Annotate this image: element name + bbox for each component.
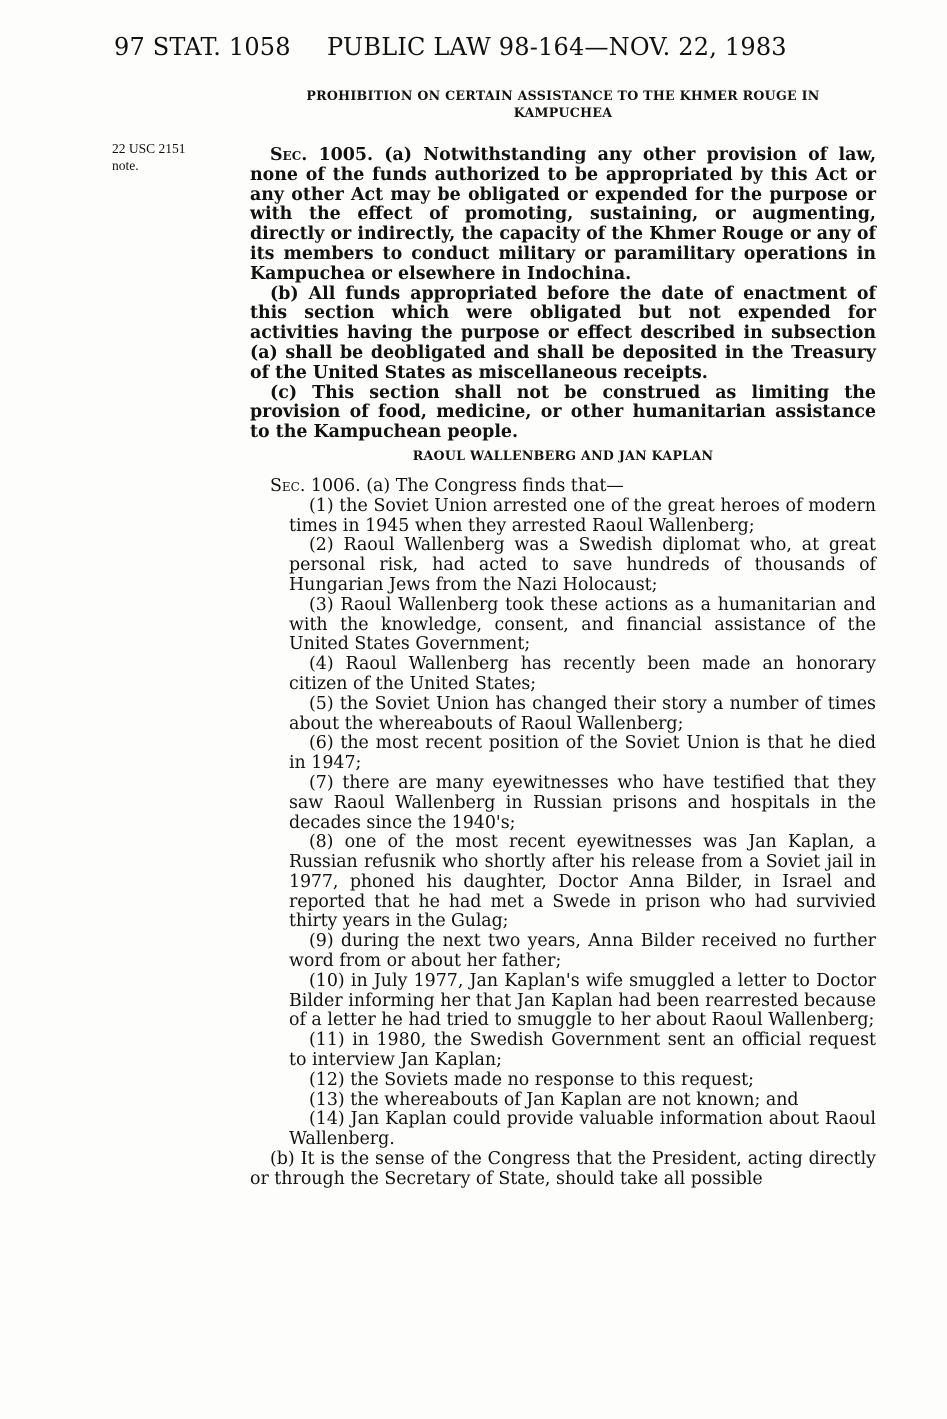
finding-item: (7) there are many eyewitnesses who have testified that they saw Raoul Wallenberg in Russian prisons and hospitals in the decades since the 1940's; xyxy=(289,772,876,833)
margin-citation xyxy=(112,140,222,174)
section-1005-label: Sec. xyxy=(270,145,308,165)
statute-body xyxy=(250,87,876,1190)
finding-item: (4) Raoul Wallenberg has recently been made an honorary citizen of the United States; xyxy=(289,654,876,694)
section-1005-heading: PROHIBITION ON CERTAIN ASSISTANCE TO THE KHMER ROUGE IN KAMPUCHEA xyxy=(306,88,820,120)
finding-item: (8) one of the most recent eyewitnesses was Jan Kaplan, a Russian refusnik who shortly after his release from a Soviet jail in 1977, phoned his daughter, Doctor Anna Bilder, in Israel and reported that he had met a Swede in prison who had survivied thirty years in the Gulag; xyxy=(289,832,876,932)
section-1005-a-text: 1005. (a) Notwithstanding any other provision of law, none of the funds authorized to be appropriated by this Act or any other Act may be obligated or expended for the purpose or with the effect of promoting, sustaining, or augmenting, directly or indirectly, the capacity of the Khmer Rouge or any of its members to conduct military or paramilitary operations in Kampuchea or elsewhere in Indochina. xyxy=(250,145,876,284)
section-1006-intro xyxy=(250,477,876,497)
section-1006-subsection-b: (b) It is the sense of the Congress that the President, acting directly or through the Secretary of State, should take all possible xyxy=(250,1149,876,1189)
finding-item: (3) Raoul Wallenberg took these actions as a humanitarian and with the knowledge, consent, and financial assistance of the United States Government; xyxy=(289,594,876,655)
running-header xyxy=(0,33,947,67)
section-1005-subsection-c: (c) This section shall not be construed as limiting the provision of food, medicine, or other humanitarian assistance to the Kampuchean people. xyxy=(250,382,876,443)
finding-item: (12) the Soviets made no response to this request; xyxy=(309,1069,755,1090)
margin-citation-note: note. xyxy=(112,158,139,173)
finding-item: (11) in 1980, the Swedish Government sent an official request to interview Jan Kaplan; xyxy=(289,1030,876,1071)
finding-item: (14) Jan Kaplan could provide valuable information about Raoul Wallenberg. xyxy=(289,1109,876,1150)
finding-item: (13) the whereabouts of Jan Kaplan are not known; and xyxy=(309,1089,799,1110)
statute-citation: 97 STAT. 1058 xyxy=(114,33,291,61)
margin-citation-code: 22 USC 2151 xyxy=(112,141,186,156)
section-1005-subsection-a xyxy=(250,146,876,285)
section-1006-intro-text: 1006. (a) The Congress finds that— xyxy=(305,475,624,496)
finding-item: (9) during the next two years, Anna Bilder received no further word from or about her father; xyxy=(289,931,876,972)
finding-item: (10) in July 1977, Jan Kaplan's wife smuggled a letter to Doctor Bilder informing her that Jan Kaplan had been rearrested because of a letter he had tried to smuggle to her about Raoul Wallenberg; xyxy=(289,970,876,1031)
finding-item: (2) Raoul Wallenberg was a Swedish diplomat who, at great personal risk, had acted to save hundreds of thousands of Hungarian Jews from the Nazi Holocaust; xyxy=(289,535,876,595)
finding-item: (6) the most recent position of the Soviet Union is that he died in 1947; xyxy=(289,733,876,774)
public-law-title: PUBLIC LAW 98-164—NOV. 22, 1983 xyxy=(327,33,787,61)
section-1006-label: Sec. xyxy=(270,475,306,496)
finding-item: (1) the Soviet Union arrested one of the great heroes of modern times in 1945 when they arrested Raoul Wallenberg; xyxy=(289,495,876,536)
finding-item: (5) the Soviet Union has changed their story a number of times about the whereabouts of Raoul Wallenberg; xyxy=(289,693,876,734)
section-1005-subsection-b: (b) All funds appropriated before the date of enactment of this section which were obligated but not expended for activities having the purpose or effect described in subsection (a) shall be deobligated and shall be deposited in the Treasury of the United States as miscellaneous receipts. xyxy=(250,283,876,383)
section-1006-heading: RAOUL WALLENBERG AND JAN KAPLAN xyxy=(412,447,714,463)
